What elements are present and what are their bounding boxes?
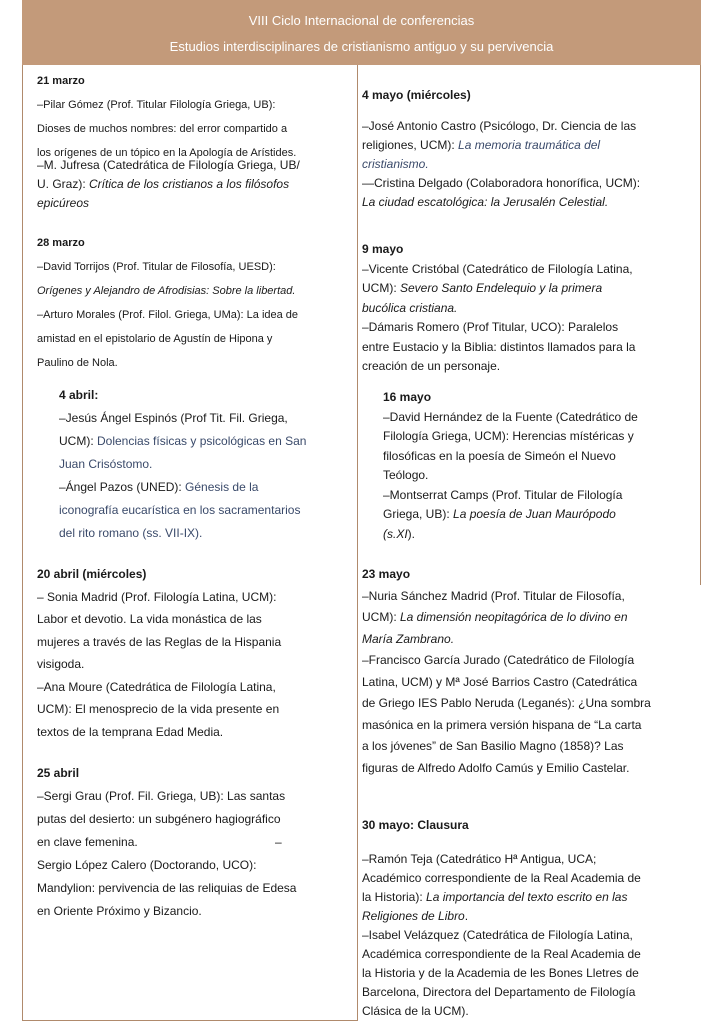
- talk-title: Orígenes y Alejandro de Afrodisias: Sobre la libertad.: [37, 285, 296, 297]
- talk-title: Religiones de Libro: [362, 909, 465, 923]
- speaker-line: —Cristina Delgado (Colaboradora honorífica, UCM):: [362, 176, 641, 190]
- speaker-line: UCM):: [59, 434, 97, 448]
- talk-line: Paulino de Nola.: [37, 357, 118, 369]
- talk-title: epicúreos: [37, 196, 90, 210]
- session-date: 20 abril (miércoles): [37, 567, 147, 581]
- talk-line: en Oriente Próximo y Bizancio.: [37, 904, 202, 918]
- session-date: 28 marzo: [37, 237, 85, 249]
- speaker-line: U. Graz):: [37, 177, 90, 191]
- talk-title: La memoria traumática del: [458, 138, 601, 152]
- talk-line: en clave femenina.: [37, 835, 138, 849]
- speaker-line: religiones, UCM):: [362, 138, 459, 152]
- speaker-line: Sergio López Calero (Doctorando, UCO):: [37, 858, 257, 872]
- talk-title: Génesis de la: [185, 480, 259, 494]
- session-4-mayo: [362, 86, 471, 105]
- header-title: VIII Ciclo Internacional de conferencias: [248, 13, 475, 28]
- talk-line: a los jóvenes” de San Basilio Magno (1858)? Las: [362, 739, 624, 753]
- talk-title: Severo Santo Endelequio y la primera: [400, 281, 603, 295]
- talk-line: amistad en el epistolario de Agustín de Hipona y: [37, 333, 273, 345]
- talk-line: Dioses de muchos nombres: del error compartido a: [37, 123, 288, 135]
- talk-line: Filología Griega, UCM): Herencias místéricas y: [383, 429, 634, 443]
- talk-line: masónica en la primera versión hispana de “La carta: [362, 717, 642, 732]
- session-date: 25 abril: [37, 766, 80, 780]
- session-date: 9 mayo: [362, 242, 404, 256]
- speaker-line: –M. Jufresa (Catedrática de Filología Griega, UB/: [37, 158, 300, 172]
- talk-line: la Historia y de la Academia de les Bones Lletres de: [362, 966, 639, 980]
- talk-line: visigoda.: [37, 657, 85, 671]
- speaker-line: UCM):: [362, 281, 400, 295]
- session-21-marzo-b: [37, 156, 300, 213]
- header-banner: [22, 0, 701, 65]
- speaker-line: – Sonia Madrid (Prof. Filología Latina, UCM):: [37, 589, 277, 604]
- talk-title: Juan Crisóstomo.: [59, 457, 153, 471]
- talk-title: (s.XI: [383, 526, 408, 541]
- speaker-line: –Jesús Ángel Espinós (Prof Tit. Fil. Griega,: [59, 411, 288, 425]
- talk-title: La dimensión neopitagórica de lo divino en: [400, 610, 628, 624]
- talk-title: bucólica cristiana.: [362, 300, 458, 315]
- speaker-line: –Sergi Grau (Prof. Fil. Griega, UB): Las santas: [37, 789, 286, 803]
- speaker-line: –Ángel Pazos (UNED):: [59, 480, 186, 494]
- talk-line: la Historia):: [362, 890, 427, 904]
- talk-line: figuras de Alfredo Adolfo Camús y Emilio Castelar.: [362, 760, 630, 775]
- session-4-abril: [59, 384, 306, 545]
- talk-line: Académico correspondiente de la Real Academia de: [362, 871, 641, 885]
- speaker-line: –Vicente Cristóbal (Catedrático de Filología Latina,: [362, 261, 633, 276]
- session-30-mayo: [362, 816, 469, 835]
- talk-title: cristianismo.: [362, 157, 429, 171]
- speaker-line: –Arturo Morales (Prof. Filol. Griega, UMa): La idea de: [37, 309, 299, 321]
- talk-line: putas del desierto: un subgénero hagiográfico: [37, 812, 281, 826]
- talk-title: La poesía de Juan Maurópodo: [453, 507, 616, 521]
- session-21-marzo: [37, 69, 296, 165]
- talk-line: .: [464, 909, 469, 923]
- speaker-line: –Isabel Velázquez (Catedrática de Filología Latina,: [362, 928, 633, 942]
- session-30-mayo-b: [362, 850, 641, 1021]
- session-date: 23 mayo: [362, 567, 411, 581]
- speaker-line: UCM):: [362, 610, 400, 624]
- session-23-mayo: [362, 564, 651, 779]
- session-28-marzo: [37, 231, 298, 375]
- talk-line: Teólogo.: [383, 468, 429, 482]
- session-4-mayo-b: [362, 117, 640, 212]
- speaker-line: –Francisco García Jurado (Catedrático de Filología: [362, 653, 635, 667]
- talk-title: del rito romano (ss. VII-IX).: [59, 526, 203, 540]
- talk-line: Mandylion: pervivencia de las reliquias de Edesa: [37, 881, 297, 895]
- dash: –: [275, 835, 282, 849]
- speaker-line: –Dámaris Romero (Prof Titular, UCO): Paralelos: [362, 320, 619, 334]
- talk-title: iconografía eucarística en los sacramentarios: [59, 503, 301, 517]
- talk-line: UCM): El menosprecio de la vida presente en: [37, 702, 280, 716]
- speaker-line: Griega, UB):: [383, 507, 454, 521]
- talk-line: Clásica de la UCM).: [362, 1004, 469, 1018]
- speaker-line: –José Antonio Castro (Psicólogo, Dr. Ciencia de las: [362, 119, 637, 133]
- session-date: 16 mayo: [383, 390, 432, 404]
- talk-line: textos de la temprana Edad Media.: [37, 724, 224, 739]
- talk-title: Crítica de los cristianos a los filósofos: [89, 177, 290, 191]
- session-date: 4 mayo (miércoles): [362, 88, 471, 102]
- session-date: 30 mayo: Clausura: [362, 818, 469, 832]
- session-20-abril: [37, 563, 281, 743]
- session-9-mayo: [362, 240, 635, 377]
- speaker-line: –Ana Moure (Catedrática de Filología Latina,: [37, 679, 276, 694]
- talk-line: los orígenes de un tópico en la Apología de Arístides.: [37, 147, 297, 159]
- session-25-abril: [37, 762, 337, 923]
- speaker-line: –Nuria Sánchez Madrid (Prof. Titular de Filosofía,: [362, 588, 625, 603]
- talk-title: María Zambrano.: [362, 631, 455, 646]
- speaker-line: –David Torrijos (Prof. Titular de Filosofía, UESD):: [37, 261, 276, 273]
- talk-line: entre Eustacio y la Biblia: distintos llamados para la: [362, 339, 636, 354]
- speaker-line: –Pilar Gómez (Prof. Titular Filología Griega, UB):: [37, 99, 276, 111]
- talk-line: creación de un personaje.: [362, 359, 501, 373]
- talk-line: Labor et devotio. La vida monástica de las: [37, 612, 262, 626]
- header-subtitle: Estudios interdisciplinares de cristianismo antiguo y su pervivencia: [169, 39, 554, 54]
- talk-title: Dolencias físicas y psicológicas en San: [97, 434, 307, 448]
- speaker-line: –Ramón Teja (Catedrático Hª Antigua, UCA;: [362, 852, 597, 866]
- talk-title: La ciudad escatológica: la Jerusalén Celestial.: [362, 195, 609, 209]
- talk-line: filosóficas en la poesía de Simeón el Nuevo: [383, 448, 616, 463]
- talk-line: Latina, UCM) y Mª José Barrios Castro (Catedrática: [362, 674, 638, 689]
- talk-line: de Griego IES Pablo Neruda (Leganés): ¿Una sombra: [362, 696, 651, 710]
- speaker-line: –Montserrat Camps (Prof. Titular de Filología: [383, 487, 623, 502]
- session-date: 4 abril:: [59, 388, 99, 402]
- session-date: 21 marzo: [37, 75, 85, 87]
- talk-line: ).: [407, 526, 416, 541]
- talk-line: Barcelona, Directora del Departamento de Filología: [362, 985, 636, 999]
- talk-line: mujeres a través de las Reglas de la Hispania: [37, 634, 282, 649]
- session-16-mayo: [383, 388, 638, 544]
- speaker-line: –David Hernández de la Fuente (Catedrático de: [383, 409, 638, 424]
- talk-line: Académica correspondiente de la Real Academia de: [362, 947, 641, 961]
- talk-title: La importancia del texto escrito en las: [426, 890, 628, 904]
